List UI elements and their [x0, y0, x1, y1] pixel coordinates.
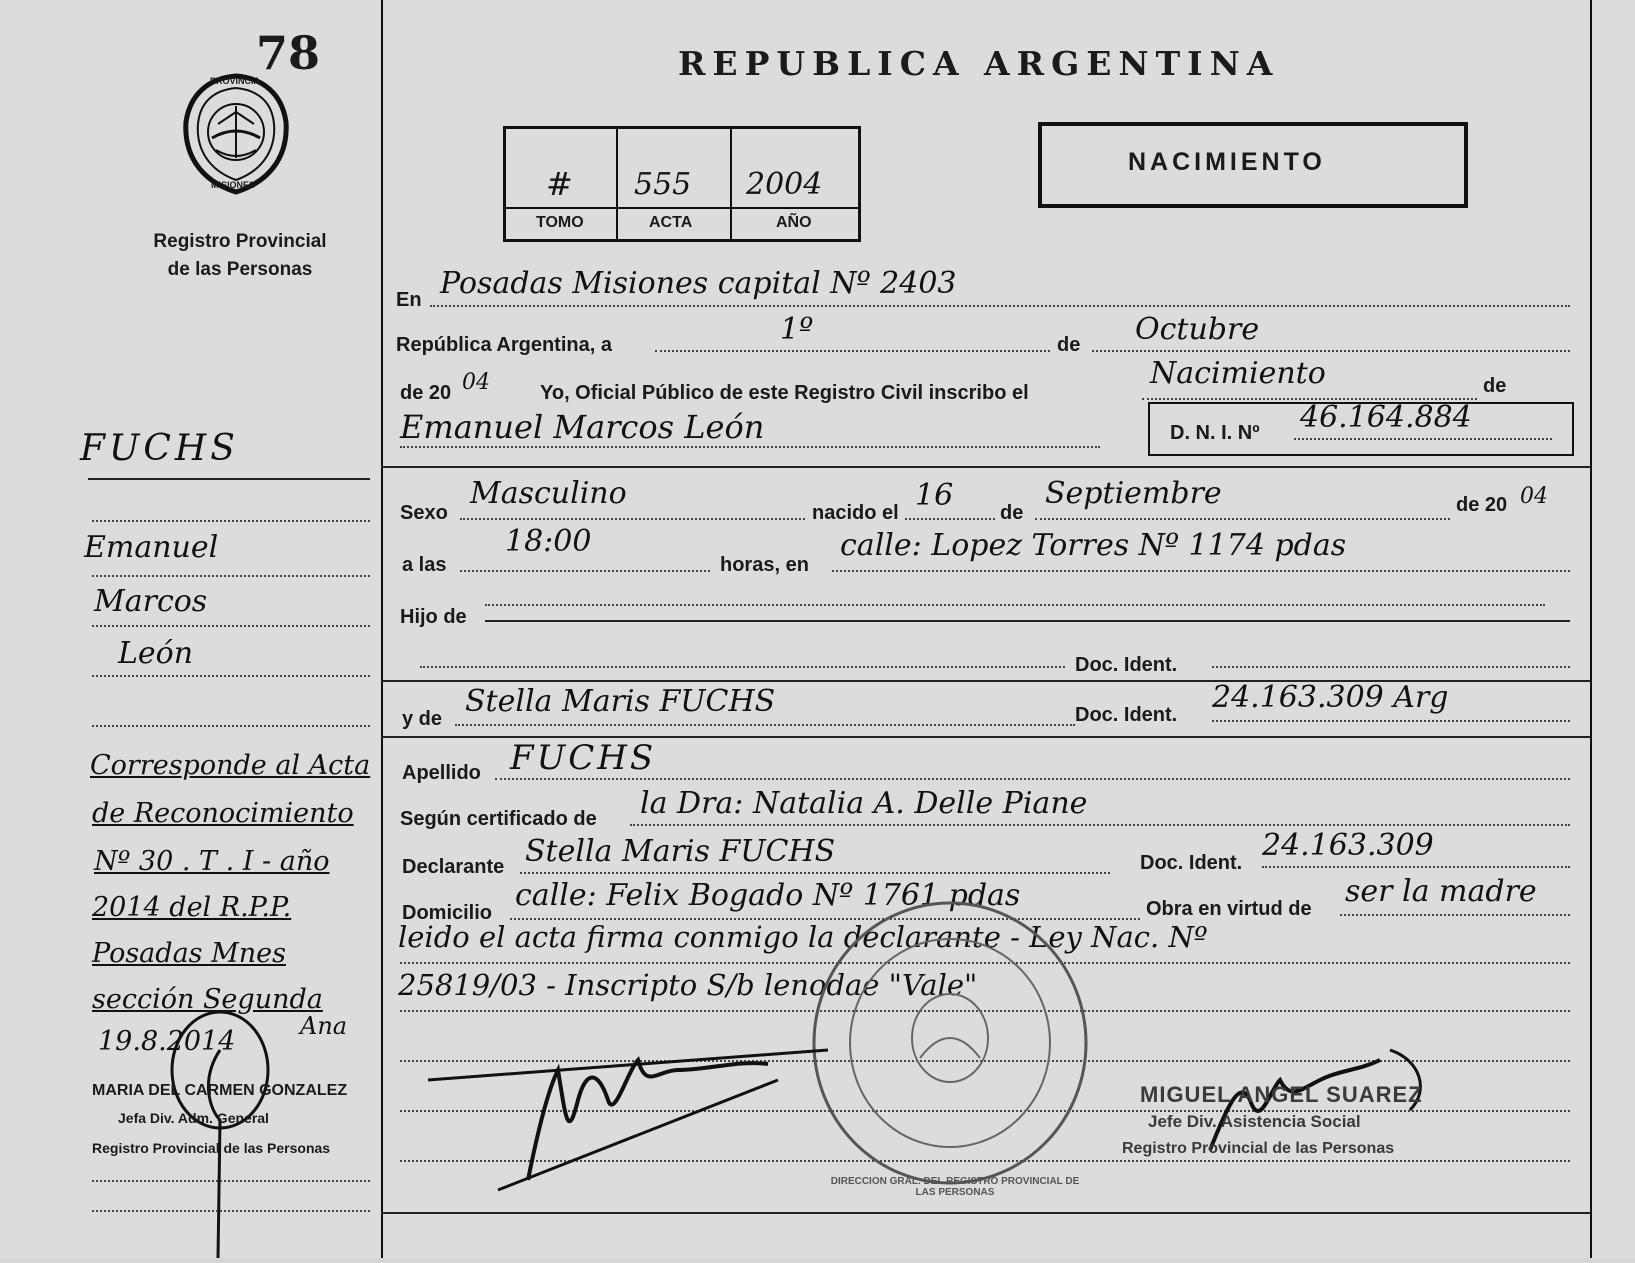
declarante-label: Declarante: [402, 856, 505, 878]
en-label: En: [396, 289, 422, 311]
seal-top-text: PROVINCIA: [210, 76, 261, 86]
doc-ident-label-3: Doc. Ident.: [1140, 852, 1243, 874]
dia-value: 1º: [780, 312, 814, 347]
sexo-label: Sexo: [400, 502, 448, 524]
left-column-rule: [381, 0, 383, 1258]
observation-line-1: leido el acta firma conmigo la declarante - Ley Nac. Nº: [398, 920, 1208, 954]
obra-label: Obra en virtud de: [1146, 898, 1312, 920]
margin-note-2: de Reconocimiento: [92, 798, 354, 829]
margin-given-1: Emanuel: [84, 530, 219, 565]
registry-name: Registro Provincial de las Personas: [153, 231, 327, 280]
sexo-value: Masculino: [470, 476, 627, 511]
madre-doc-value: 24.163.309 Arg: [1212, 680, 1449, 715]
dni-value: 46.164.884: [1300, 400, 1472, 435]
acta-label: ACTA: [649, 214, 693, 231]
dni-label: D. N. I. Nº: [1170, 422, 1260, 444]
record-type: NACIMIENTO: [1128, 148, 1326, 176]
observation-line-2: 25819/03 - Inscripto S/b lenodae "Vale": [398, 968, 978, 1002]
horas-en-label: horas, en: [720, 554, 809, 576]
madre-value: Stella Maris FUCHS: [465, 684, 776, 719]
official-round-seal: [808, 898, 1092, 1188]
lugar-nac-value: calle: Lopez Torres Nº 1174 pdas: [840, 528, 1347, 563]
republica-label: República Argentina, a: [396, 334, 612, 356]
domicilio-value: calle: Felix Bogado Nº 1761 pdas: [515, 878, 1021, 913]
official-stamp-line-1: MIGUEL ANGEL SUAREZ: [1140, 1082, 1423, 1107]
provincial-seal-emblem: [178, 72, 294, 196]
acto-value: Nacimiento: [1150, 356, 1326, 391]
nacido-el-label: nacido el: [812, 502, 899, 524]
official-stamp-line-3: Registro Provincial de las Personas: [1122, 1140, 1395, 1157]
lugar-value: Posadas Misiones capital Nº 2403: [440, 266, 957, 301]
margin-given-3: León: [118, 636, 194, 671]
obra-value: ser la madre: [1345, 874, 1537, 909]
de-label-3: de: [1000, 502, 1024, 524]
doc-ident-label-1: Doc. Ident.: [1075, 654, 1178, 676]
page-number: 78: [256, 26, 321, 80]
acta-value: 555: [634, 167, 692, 202]
y-de-label: y de: [402, 708, 443, 730]
anio-value: 2004: [746, 167, 823, 202]
anio-written: 04: [462, 370, 490, 395]
mes-value: Octubre: [1135, 312, 1260, 347]
domicilio-label: Domicilio: [402, 902, 493, 924]
apellido-label: Apellido: [402, 762, 481, 784]
nacido-mes-value: Septiembre: [1045, 476, 1222, 511]
doc-ident-label-2: Doc. Ident.: [1075, 704, 1178, 726]
country-title: REPUBLICA ARGENTINA: [678, 44, 1280, 83]
registrar-signature: [418, 1030, 838, 1200]
declarante-value: Stella Maris FUCHS: [525, 834, 836, 869]
record-type-box: [1038, 122, 1468, 208]
margin-note-3: Nº 30 . T . I - año: [94, 846, 330, 877]
seal-bottom-text: MISIONES: [211, 180, 256, 190]
de-20-label: de 20: [1456, 494, 1508, 516]
anio-label: AÑO: [776, 214, 812, 231]
margin-given-2: Marcos: [94, 584, 208, 619]
tomo-label: TOMO: [536, 214, 584, 231]
nacido-dia-value: 16: [915, 478, 954, 513]
declarante-doc-value: 24.163.309: [1262, 828, 1434, 863]
margin-note-7: 19.8.2014: [98, 1026, 236, 1057]
margin-note-1: Corresponde al Acta: [90, 750, 371, 781]
margin-stamp-line-2: Jefa Div. Adm. General: [118, 1110, 269, 1126]
nacido-anio-value: 04: [1520, 484, 1548, 509]
right-border-rule: [1590, 0, 1592, 1258]
official-stamp-line-2: Jefe Div. Asistencia Social: [1148, 1112, 1361, 1131]
margin-signature: [160, 1010, 280, 1258]
margin-note-5: Posadas Mnes: [92, 938, 286, 969]
apellido-value: FUCHS: [510, 738, 657, 778]
certificado-value: la Dra: Natalia A. Delle Piane: [640, 786, 1088, 821]
dni-box: [1148, 402, 1574, 456]
yo-oficial-label: Yo, Oficial Público de este Registro Civil inscribo el: [540, 382, 1029, 404]
nombre-value: Emanuel Marcos León: [400, 408, 765, 446]
margin-note-signature: Ana: [300, 1012, 348, 1040]
margin-stamp-line-3: Registro Provincial de las Personas: [92, 1140, 331, 1156]
reference-box: [503, 126, 861, 242]
hijo-de-label: Hijo de: [400, 606, 467, 628]
de-label-2: de: [1483, 375, 1507, 397]
margin-surname: FUCHS: [80, 428, 239, 469]
de-label-1: de: [1057, 334, 1081, 356]
round-seal-text: DIRECCION GRAL. DEL REGISTRO PROVINCIAL DE LAS PERSONAS: [830, 1176, 1080, 1198]
a-las-label: a las: [402, 554, 447, 576]
hora-value: 18:00: [505, 524, 592, 559]
tomo-value: #: [546, 165, 573, 203]
margin-note-6: sección Segunda: [92, 984, 323, 1015]
margin-note-4: 2014 del R.P.P.: [92, 892, 292, 923]
de-year-label: de 20: [400, 382, 452, 404]
margin-stamp-line-1: MARIA DEL CARMEN GONZALEZ: [92, 1082, 348, 1099]
segun-label: Según certificado de: [400, 808, 597, 830]
